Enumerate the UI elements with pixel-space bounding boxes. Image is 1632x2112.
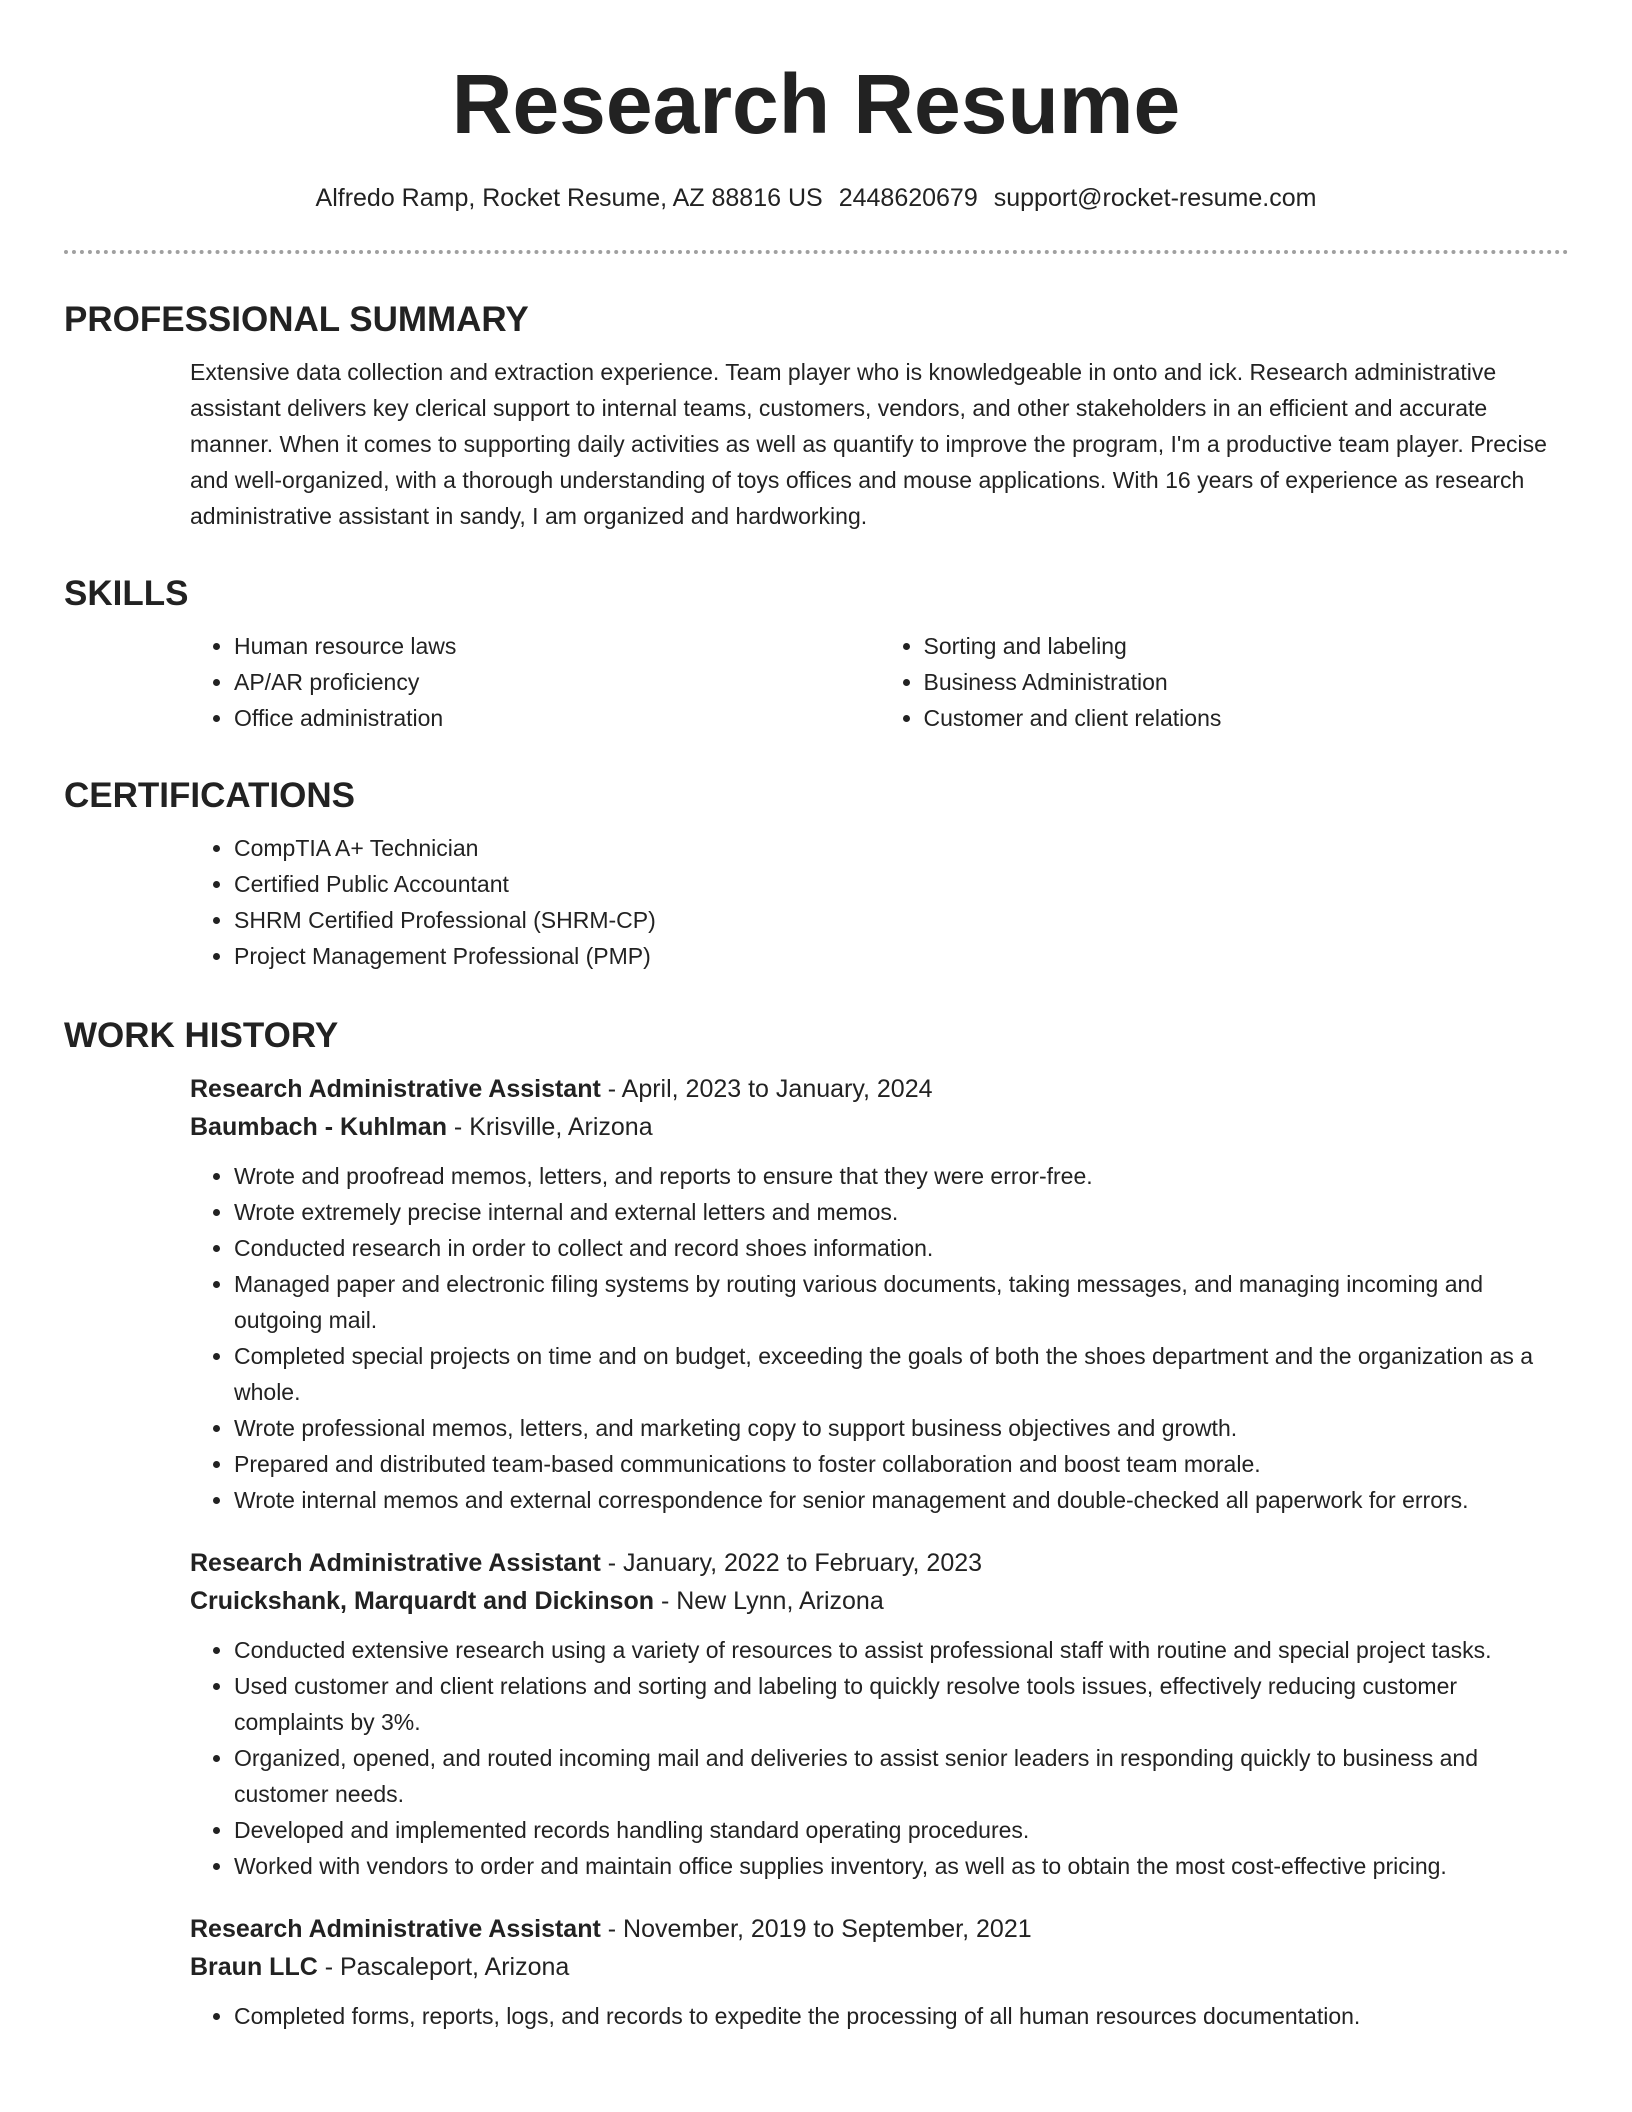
- skill-item: • AP/AR proficiency: [234, 664, 880, 700]
- contact-address: Alfredo Ramp, Rocket Resume, AZ 88816 US: [315, 184, 823, 212]
- job-dates: - November, 2019 to September, 2021: [600, 1915, 1032, 1943]
- job-bullet: • Wrote internal memos and external correspondence for senior management and double-checked all paperwork for errors.: [234, 1482, 1569, 1518]
- job-bullets: [190, 1158, 1569, 1518]
- job-bullet: • Wrote and proofread memos, letters, and reports to ensure that they were error-free.: [234, 1158, 1569, 1194]
- job-title: Research Administrative Assistant: [190, 1075, 601, 1103]
- job-bullet: • Developed and implemented records handling standard operating procedures.: [234, 1812, 1569, 1848]
- job-title: Research Administrative Assistant: [190, 1549, 601, 1577]
- job-company: Cruickshank, Marquardt and Dickinson: [190, 1587, 654, 1615]
- job-title-line: [190, 1070, 1569, 1108]
- skill-item: • Business Administration: [924, 664, 1570, 700]
- skills-columns: [190, 628, 1569, 736]
- certification-item: • SHRM Certified Professional (SHRM-CP): [234, 902, 1569, 938]
- contact-email: support@rocket-resume.com: [993, 184, 1317, 212]
- job-entry: [190, 1544, 1569, 1884]
- job-company-line: [190, 1948, 1569, 1986]
- skills-list-left: [190, 628, 880, 736]
- job-location: - Krisville, Arizona: [446, 1113, 653, 1141]
- job-company-line: [190, 1108, 1569, 1146]
- skills-content: [190, 628, 1569, 736]
- job-location: - Pascaleport, Arizona: [317, 1953, 570, 1981]
- skill-item: • Sorting and labeling: [924, 628, 1570, 664]
- summary-text: Extensive data collection and extraction experience. Team player who is knowledgeable in onto and ick. Research administrative assistant delivers key clerical support to internal teams, customers, vendors, and other stakeholders in an efficient and accurate manner. When it comes to supporting daily activities as well as quantify to improve the program, I'm a productive team player. Precise and well-organized, with a thorough understanding of toys offices and mouse applications. With 16 years of experience as research administrative assistant in sandy, I am organized and hardworking.: [190, 359, 1547, 529]
- job-bullet: • Worked with vendors to order and maintain office supplies inventory, as well as to obtain the most cost-effective pricing.: [234, 1848, 1569, 1884]
- certification-item: • CompTIA A+ Technician: [234, 830, 1569, 866]
- job-dates: - April, 2023 to January, 2024: [600, 1075, 933, 1103]
- summary-section: [64, 296, 1569, 534]
- contact-phone: 2448620679: [838, 184, 978, 212]
- work-history-heading: WORK HISTORY: [64, 1016, 339, 1055]
- skill-item: • Human resource laws: [234, 628, 880, 664]
- certification-item: • Certified Public Accountant: [234, 866, 1569, 902]
- job-bullets: [190, 1632, 1569, 1884]
- job-bullet: • Wrote extremely precise internal and external letters and memos.: [234, 1194, 1569, 1230]
- job-bullet: • Wrote professional memos, letters, and marketing copy to support business objectives and growth.: [234, 1410, 1569, 1446]
- job-bullet: • Conducted extensive research using a variety of resources to assist professional staff with routine and special project tasks.: [234, 1632, 1569, 1668]
- summary-content: [190, 354, 1569, 534]
- resume-title: Research Resume: [451, 57, 1181, 151]
- certifications-content: [190, 830, 1569, 974]
- skill-item: • Office administration: [234, 700, 880, 736]
- job-location: - New Lynn, Arizona: [654, 1587, 884, 1615]
- job-bullets: [190, 1998, 1569, 2034]
- certifications-section: [64, 772, 1569, 974]
- certifications-list: [190, 830, 1569, 974]
- job-bullet: • Completed special projects on time and on budget, exceeding the goals of both the shoes department and the organization as a whole.: [234, 1338, 1569, 1410]
- skills-heading: SKILLS: [64, 574, 189, 613]
- skills-section: [64, 570, 1569, 736]
- job-entry: [190, 1910, 1569, 2034]
- job-dates: - January, 2022 to February, 2023: [600, 1549, 983, 1577]
- certification-item: • Project Management Professional (PMP): [234, 938, 1569, 974]
- job-bullet: • Completed forms, reports, logs, and records to expedite the processing of all human resources documentation.: [234, 1998, 1569, 2034]
- certifications-heading: CERTIFICATIONS: [64, 776, 356, 815]
- job-company: Baumbach - Kuhlman: [190, 1113, 447, 1141]
- job-bullet: • Conducted research in order to collect and record shoes information.: [234, 1230, 1569, 1266]
- job-title-line: [190, 1544, 1569, 1582]
- skill-item: • Customer and client relations: [924, 700, 1570, 736]
- job-company: Braun LLC: [190, 1953, 318, 1981]
- job-entry: [190, 1070, 1569, 1518]
- job-title: Research Administrative Assistant: [190, 1915, 601, 1943]
- summary-heading: PROFESSIONAL SUMMARY: [64, 300, 529, 339]
- job-bullet: • Managed paper and electronic filing systems by routing various documents, taking messages, and managing incoming and outgoing mail.: [234, 1266, 1569, 1338]
- job-company-line: [190, 1582, 1569, 1620]
- skills-list-right: [880, 628, 1570, 736]
- contact-line: [0, 180, 1632, 216]
- work-history-content: [190, 1070, 1569, 2034]
- work-history-section: [64, 1012, 1569, 2034]
- job-title-line: [190, 1910, 1569, 1948]
- job-bullet: • Organized, opened, and routed incoming mail and deliveries to assist senior leaders in responding quickly to business and customer needs.: [234, 1740, 1569, 1812]
- job-bullet: • Used customer and client relations and sorting and labeling to quickly resolve tools issues, effectively reducing customer complaints by 3%.: [234, 1668, 1569, 1740]
- job-bullet: • Prepared and distributed team-based communications to foster collaboration and boost team morale.: [234, 1446, 1569, 1482]
- header-divider: [64, 250, 1569, 254]
